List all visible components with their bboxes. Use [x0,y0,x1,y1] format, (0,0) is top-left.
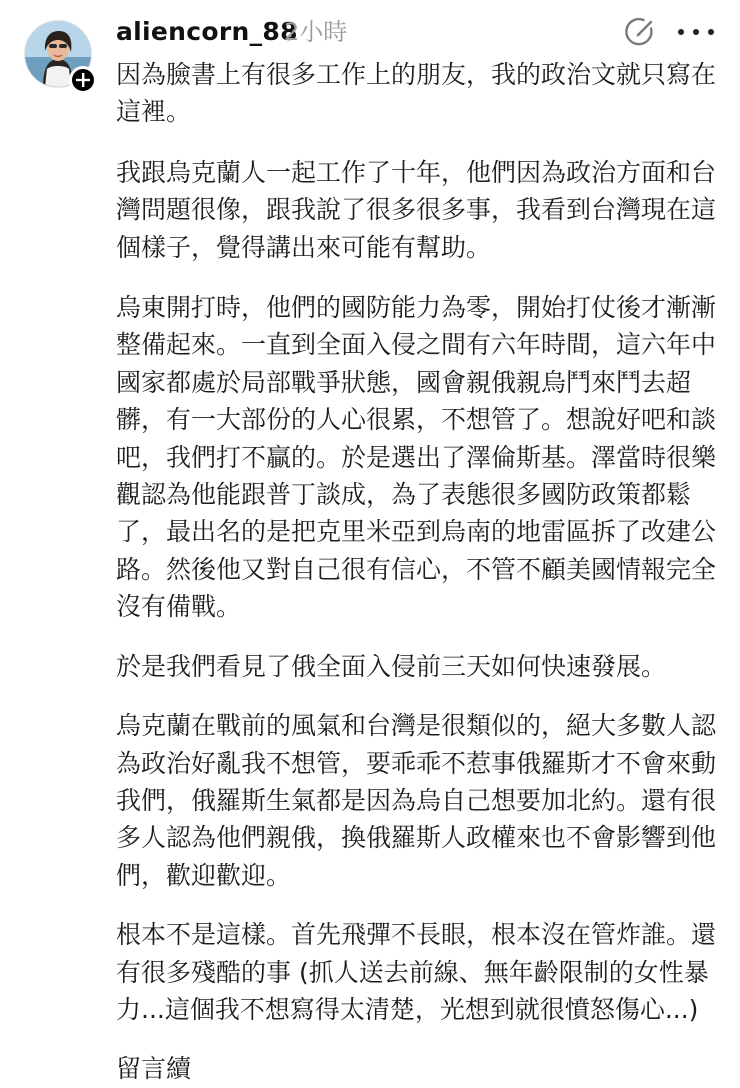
ellipsis-dot [708,29,714,35]
paragraph-spacer [116,1028,716,1050]
author-username[interactable]: aliencorn_88 [116,17,298,46]
edit-pencil-icon[interactable] [622,14,658,50]
post-paragraph: 我跟烏克蘭人一起工作了十年，他們因為政治方面和台 灣問題很像，跟我說了很多很多事，我看到台灣現在這 個樣子，覺得講出來可能有幫助。 [116,157,717,262]
avatar[interactable] [24,20,92,88]
paragraph-spacer [116,894,716,916]
post-paragraph: 烏東開打時，他們的國防能力為零，開始打仗後才漸漸 整備起來。一直到全面入侵之間有六年時間，這六年中 國家都處於局部戰爭狀態，國會親俄親烏鬥來鬥去超 髒，有一大部份的人心很累，不想管了。想說好吧和談 吧，我們打不贏的。於是選出了澤倫斯基。澤當時很樂 觀認為他能跟普丁談成，為了表態很多國防政策都鬆 了，最出名的是把克里米亞到烏南的地雷區拆了改建公 路。然後他又對自己很有信心，不管不顧美國情報完全 沒有備戰。 [116,293,717,622]
ellipsis-dot [693,29,699,35]
paragraph-spacer [116,685,716,707]
post-paragraph: 於是我們看見了俄全面入侵前三天如何快速發展。 [116,651,667,681]
post-paragraph: 烏克蘭在戰前的風氣和台灣是很類似的，絕大多數人認 為政治好亂我不想管，要乖乖不惹事俄羅斯才不會來動 我們，俄羅斯生氣都是因為烏自己想要加北約。還有很 多人認為他們親俄，換俄羅斯人政權來也不會影響到他 們，歡迎歡迎。 [116,711,717,890]
post-timestamp: 2小時 [284,18,348,46]
post-paragraph: 因為臉書上有很多工作上的朋友，我的政治文就只寫在 這裡。 [116,60,717,127]
paragraph-spacer [116,131,716,154]
paragraph-spacer [116,626,716,648]
plus-icon [76,73,90,87]
post-paragraph: 根本不是這樣。首先飛彈不長眼，根本沒在管炸誰。還 有很多殘酷的事 (抓人送去前線、無年齡限制的女性暴 力...這個我不想寫得太清楚，光想到就很憤怒傷心...) [116,920,717,1024]
continued-in-comments: 留言續 [116,1054,192,1084]
follow-button[interactable] [69,66,97,94]
post-body [116,56,716,1088]
ellipsis-dot [678,29,684,35]
paragraph-spacer [116,266,716,289]
more-options-ellipsis-icon[interactable] [678,20,714,44]
